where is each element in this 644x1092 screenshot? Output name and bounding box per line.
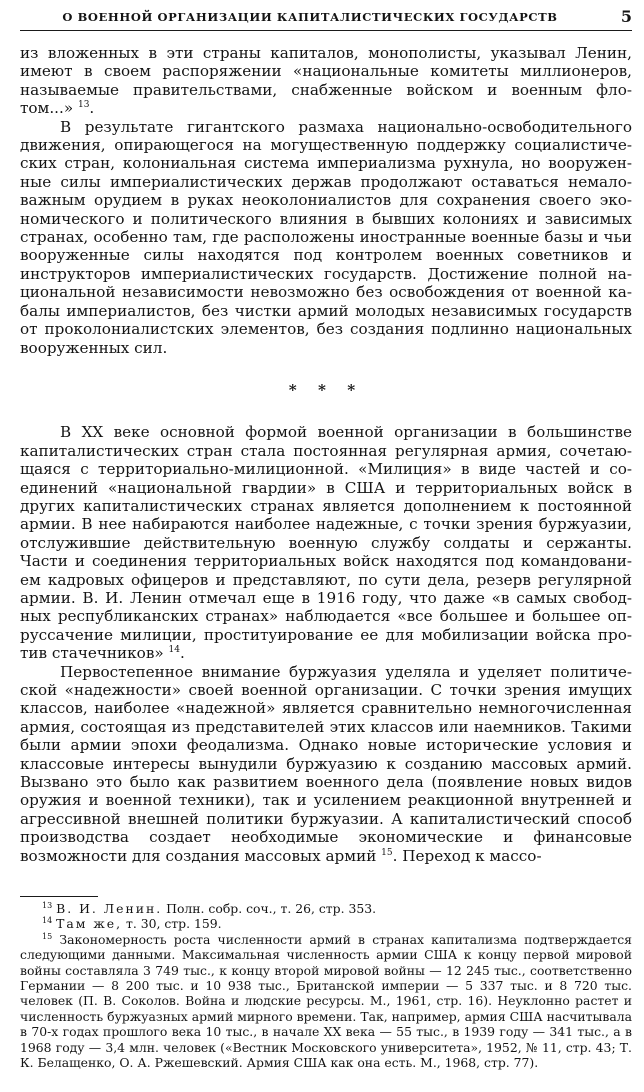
footnotes bbox=[20, 896, 632, 1070]
paragraph-4 bbox=[20, 663, 632, 865]
footnote-ref-15: 15 bbox=[381, 847, 393, 858]
page-number: 5 bbox=[620, 7, 632, 26]
paragraph-1-text: из вложенных в эти страны капиталов, монополисты, указывал Ленин, имеют в своем распоряжении «национальные комитеты миллионеров, называемые правительствами, снабженные войском и военным флотом...» bbox=[20, 44, 632, 118]
footnote-author: В. И. Ленин. bbox=[56, 901, 163, 916]
paragraph-4-tail: . Переход к массо- bbox=[392, 846, 542, 865]
paragraph-3: В XX веке основной формой военной организации в большинстве капиталистических стран стала постоянная регулярная армия, сочетающаяся с территориально-милиционной. «Милиция» в виде частей и соединений «национальной гвардии» в США и территориальных войск в других капиталистических странах является дополнением к постоянной армии. В нее набираются наиболее надежные, с точки зрения буржуазии, отслужившие действительную военную службу солдаты и сержанты. Части и соединения территориальных войск находятся под командованием кадровых офицеров и представляют, по сути дела, резерв регулярной армии. В. И. Ленин отмечал еще в 1916 году, что даже «в самых свободных республиканских странах» наблюдается «все большее и большее опруссачение милиции, проституирование ее для мобилизации войска против стачечников» $^{14}$. bbox=[20, 423, 632, 663]
footnote-13 bbox=[20, 901, 632, 916]
footnote-author: Там же, bbox=[56, 916, 123, 932]
main-text bbox=[20, 44, 632, 865]
paragraph-3-text: В XX веке основной формой военной организации в большинстве капиталистических стран стала постоянная регулярная армия, сочетающаяся с территориально-милиционной. «Милиция» в виде частей и соединений «национальной гвардии» в США и территориальных войск в других капиталистических странах является дополнением к постоянной армии. В нее набираются наиболее надежные, с точки зрения буржуазии, отслужившие действительную военную службу солдаты и сержанты. Части и соединения территориальных войск находятся под командованием кадровых офицеров и представляют, по сути дела, резерв регулярной армии. В. И. Ленин отмечал еще в 1916 году, что даже «в самых свободных республиканских странах» наблюдается «все большее и большее опруссачение милиции, проституирование ее для мобилизации войска против стачечников» bbox=[20, 423, 632, 663]
footnote-text: Полн. собр. соч., т. 26, стр. 353. bbox=[162, 901, 377, 916]
footnote-number: 15 bbox=[42, 931, 53, 941]
footnote-number: 13 bbox=[42, 900, 53, 910]
footnote-ref-14: 14 bbox=[168, 645, 180, 656]
footnote-14 bbox=[20, 916, 632, 931]
running-title: О ВОЕННОЙ ОРГАНИЗАЦИИ КАПИТАЛИСТИЧЕСКИХ ГОСУДАРСТВ bbox=[62, 10, 558, 24]
footnote-15 bbox=[20, 932, 632, 1071]
footnote-ref-13: 13 bbox=[77, 100, 90, 111]
footnote-rule bbox=[20, 896, 98, 897]
paragraph-4-text: Первостепенное внимание буржуазия уделяла и уделяет политической «надежности» своей военной организации. С точки зрения имущих классов, наиболее «надежной» является сравнительно немногочисленная армия, состоящая из представителей этих классов или наемников. Такими были армии эпохи феодализма. Однако новые исторические условия и классовые интересы вынудили буржуазию к созданию массовых армий. Вызвано это было как развитием военного дела (появление новых видов оружия и военной техники), так и усилением реакционной внутренней и агрессивной внешней политики буржуазии. А капиталистический способ производства создает необходимые экономические и финансовые возможности для создания массовых армий bbox=[20, 662, 632, 865]
paragraph-2: В результате гигантского размаха национально-освободительного движения, опирающегося на могущественную поддержку социалистических стран, колониальная система империализма рухнула, но вооруженные силы империалистических держав продолжают оставаться немаловажным орудием в руках неоколониалистов для сохранения своего экономического и политического влияния в бывших колониях и зависимых странах, особенно там, где расположены иностранные военные базы и чьи вооруженные силы находятся под контролем военных советников и инструкторов империалистических государств. Достижение полной национальной независимости невозможно без освобождения от военной кабалы империалистов, без чистки армий молодых независимых государств от проколониалистских элементов, без создания подлинно национальных вооруженных сил. bbox=[20, 117, 632, 357]
footnote-text: Закономерность роста численности армий в странах капитализма подтверждается следующими данными. Максимальная численность армии США к концу первой мировой войны составляла 3 749 тыс., к концу второй мировой войны — 12 245 тыс., соответственно Германии — 8 200 тыс. и 10 938 тыс., Британской империи — 5 337 тыс. и 8 720 тыс. человек (П. В. Соколов. Война и людские ресурсы. М., 1961, стр. 16). Неуклонно растет и численность буржуазных армий мирного времени. Так, например, армия США насчитывала в 70-х годах прошлого века 10 тыс., в начале XX века — 55 тыс., в 1939 году — 341 тыс., а в 1968 году — 3,4 млн. человек («Вестник Московского университета», 1952, № 11, стр. 43; Т. К. Белащенко, О. А. Ржешевский. Армия США как она есть. М., 1968, стр. 77). bbox=[20, 931, 632, 1071]
footnote-number: 14 bbox=[42, 916, 53, 926]
paragraph-1: из вложенных в эти страны капиталов, монополисты, указывал Ленин, имеют в своем распоряжении «национальные комитеты миллионеров, называемые правительствами, снабженные войском и военным флотом...» $^{13}$. bbox=[20, 44, 632, 118]
running-header bbox=[20, 6, 632, 31]
section-separator: * * * bbox=[288, 380, 364, 399]
footnote-text: т. 30, стр. 159. bbox=[122, 916, 222, 932]
